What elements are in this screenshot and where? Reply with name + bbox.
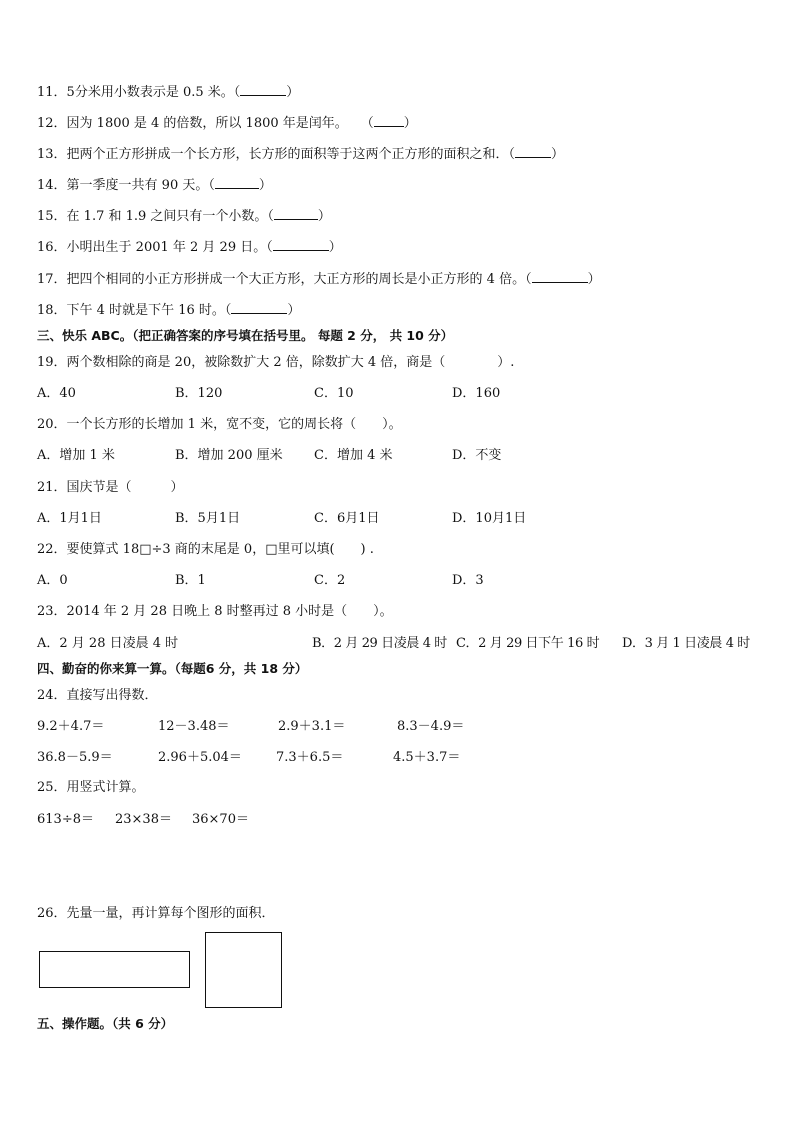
question-17: 17．把四个相同的小正方形拼成一个大正方形，大正方形的周长是小正方形的 4 倍。（ ） — [37, 272, 601, 287]
option-20-d[interactable]: D．不变 — [452, 448, 502, 463]
rectangle-shape — [39, 951, 190, 988]
option-23-c[interactable]: C．2 月 29 日下午 16 时 — [456, 636, 600, 651]
option-21-c[interactable]: C．6月1日 — [314, 511, 380, 526]
option-20-b[interactable]: B．增加 200 厘米 — [175, 448, 283, 463]
calc-25-3: 36×70＝ — [192, 812, 249, 827]
option-21-d[interactable]: D．10月1日 — [452, 511, 527, 526]
question-19: 19．两个数相除的商是 20，被除数扩大 2 倍，除数扩大 4 倍，商是（ ）. — [37, 355, 515, 370]
calc-24-1: 9.2＋4.7＝ — [37, 719, 105, 734]
option-19-c[interactable]: C．10 — [314, 386, 354, 401]
question-26: 26．先量一量，再计算每个图形的面积． — [37, 906, 275, 921]
question-21: 21．国庆节是（ ） — [37, 480, 184, 495]
question-13: 13．把两个正方形拼成一个长方形，长方形的面积等于这两个正方形的面积之和．（ ） — [37, 147, 565, 162]
section-3-heading: 三、快乐 ABC。（把正确答案的序号填在括号里。 每题 2 分， 共 10 分） — [37, 328, 454, 343]
answer-blank[interactable] — [273, 239, 329, 251]
answer-blank[interactable] — [532, 271, 588, 283]
option-23-a[interactable]: A．2 月 28 日凌晨 4 时 — [37, 636, 179, 651]
option-21-a[interactable]: A．1月1日 — [37, 511, 102, 526]
answer-blank[interactable] — [274, 208, 318, 220]
option-19-d[interactable]: D．160 — [452, 386, 501, 401]
question-16: 16．小明出生于 2001 年 2 月 29 日。（ ） — [37, 240, 342, 255]
option-23-d[interactable]: D．3 月 1 日凌晨 4 时 — [622, 636, 750, 651]
option-21-b[interactable]: B．5月1日 — [175, 511, 241, 526]
option-22-d[interactable]: D．3 — [452, 573, 484, 588]
option-20-c[interactable]: C．增加 4 米 — [314, 448, 393, 463]
calc-24-4: 8.3－4.9＝ — [397, 719, 465, 734]
answer-blank[interactable] — [374, 115, 404, 127]
section-4-heading: 四、勤奋的你来算一算。（每题6 分，共 18 分） — [37, 661, 308, 676]
option-22-c[interactable]: C．2 — [314, 573, 346, 588]
calc-24-8: 4.5＋3.7＝ — [393, 750, 461, 765]
question-22: 22．要使算式 18□÷3 商的末尾是 0，□里可以填( ) . — [37, 542, 374, 557]
question-18: 18．下午 4 时就是下午 16 时。（ ） — [37, 303, 301, 318]
answer-blank[interactable] — [215, 177, 259, 189]
question-12: 12．因为 1800 是 4 的倍数，所以 1800 年是闰年。 （ ） — [37, 116, 417, 131]
square-shape — [205, 932, 282, 1008]
answer-blank[interactable] — [515, 146, 551, 158]
question-14: 14．第一季度一共有 90 天。（ ） — [37, 178, 272, 193]
question-23: 23．2014 年 2 月 28 日晚上 8 时整再过 8 小时是（ ）。 — [37, 604, 393, 619]
option-19-b[interactable]: B．120 — [175, 386, 223, 401]
answer-blank[interactable] — [240, 84, 286, 96]
question-11: 11．5分米用小数表示是 0.5 米。（ ） — [37, 85, 300, 100]
option-20-a[interactable]: A．增加 1 米 — [37, 448, 115, 463]
question-15: 15．在 1.7 和 1.9 之间只有一个小数。（ ） — [37, 209, 331, 224]
option-22-b[interactable]: B．1 — [175, 573, 206, 588]
calc-24-2: 12－3.48＝ — [158, 719, 230, 734]
question-24: 24．直接写出得数． — [37, 688, 158, 703]
option-19-a[interactable]: A．40 — [37, 386, 76, 401]
question-25: 25．用竖式计算。 — [37, 780, 145, 795]
option-23-b[interactable]: B．2 月 29 日凌晨 4 时 — [312, 636, 447, 651]
question-20: 20．一个长方形的长增加 1 米，宽不变，它的周长将（ ）。 — [37, 417, 402, 432]
section-5-heading: 五、操作题。（共 6 分） — [37, 1016, 174, 1031]
calc-25-2: 23×38＝ — [115, 812, 172, 827]
calc-24-7: 7.3＋6.5＝ — [276, 750, 344, 765]
option-22-a[interactable]: A．0 — [37, 573, 68, 588]
calc-24-6: 2.96＋5.04＝ — [158, 750, 242, 765]
calc-24-5: 36.8－5.9＝ — [37, 750, 113, 765]
answer-blank[interactable] — [231, 302, 287, 314]
calc-24-3: 2.9＋3.1＝ — [278, 719, 346, 734]
calc-25-1: 613÷8＝ — [37, 812, 94, 827]
